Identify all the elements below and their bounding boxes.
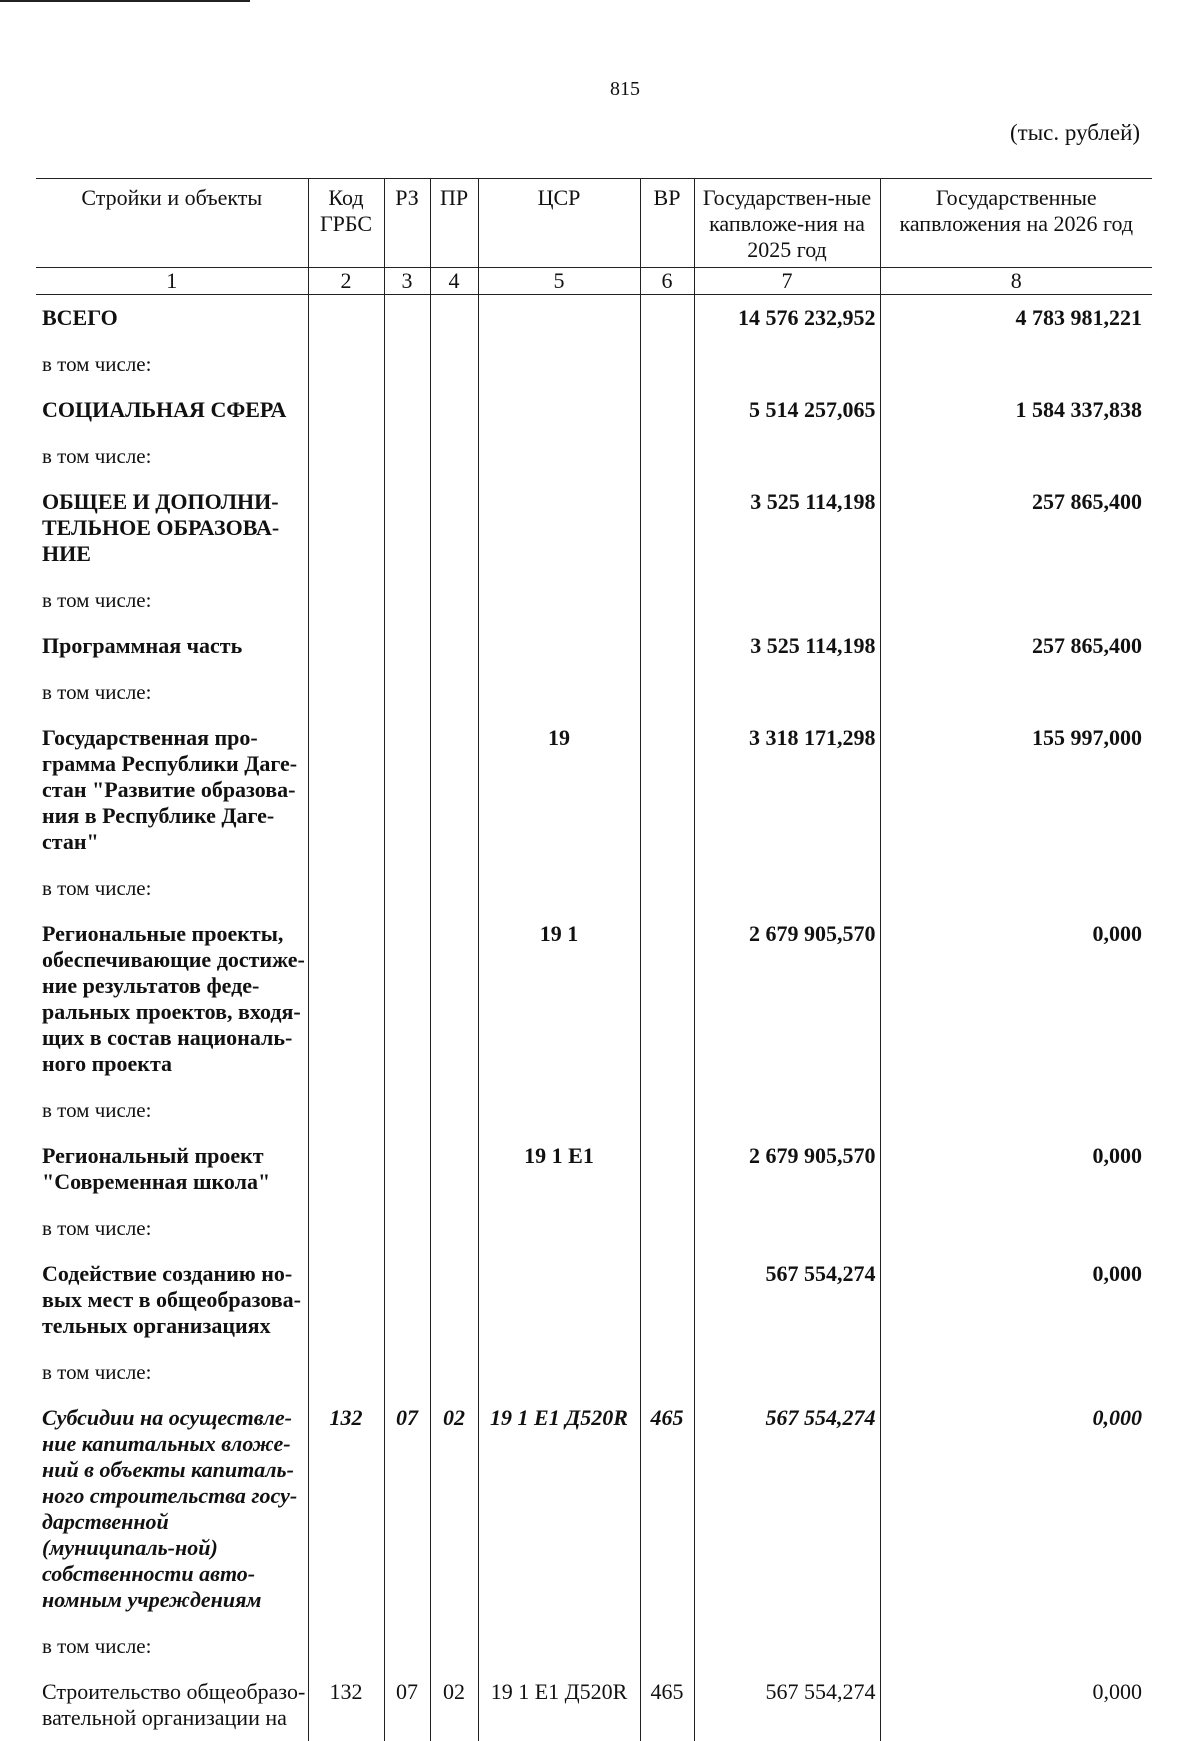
row-csr: 19 1 E1 <box>478 1133 640 1205</box>
row-amount-2025: 2 679 905,570 <box>694 911 880 1087</box>
row-label: в том числе: <box>36 577 308 623</box>
column-number-row <box>36 268 1152 295</box>
row-label: в том числе: <box>36 1087 308 1133</box>
budget-table <box>36 178 1152 1741</box>
row-name: Региональный проект "Современная школа" <box>36 1133 308 1205</box>
table-row <box>36 577 1152 623</box>
row-pr <box>430 387 478 433</box>
row-grbs <box>308 1251 384 1349</box>
row-amount-2025: 567 554,274 <box>694 1395 880 1623</box>
row-pr <box>430 1251 478 1349</box>
row-name: Субсидии на осуществле-ние капитальных вложе-ний в объекты капиталь-ного строительства госу-дарственной (муниципаль-ной) собственности авто-номным учреждениям <box>36 1395 308 1623</box>
row-vr: 465 <box>640 1395 694 1623</box>
row-pr: 02 <box>430 1669 478 1741</box>
row-amount-2026: 0,000 <box>880 1133 1152 1205</box>
row-grbs <box>308 295 384 342</box>
row-grbs <box>308 479 384 577</box>
row-name: Региональные проекты, обеспечивающие достиже-ние результатов феде-ральных проектов, входя-щих в состав националь-ного проекта <box>36 911 308 1087</box>
table-row <box>36 911 1152 1087</box>
row-rz <box>384 1133 430 1205</box>
row-vr <box>640 479 694 577</box>
top-rule <box>0 0 250 2</box>
row-pr: 02 <box>430 1395 478 1623</box>
table-row <box>36 623 1152 669</box>
column-number: 4 <box>430 268 478 295</box>
row-amount-2026: 0,000 <box>880 1395 1152 1623</box>
row-csr <box>478 295 640 342</box>
row-vr <box>640 295 694 342</box>
table-row <box>36 669 1152 715</box>
row-csr: 19 <box>478 715 640 865</box>
column-number: 5 <box>478 268 640 295</box>
row-pr <box>430 295 478 342</box>
table-row <box>36 433 1152 479</box>
row-label: в том числе: <box>36 1623 308 1669</box>
row-amount-2026: 155 997,000 <box>880 715 1152 865</box>
row-name: Содействие созданию но-вых мест в общеобразова-тельных организациях <box>36 1251 308 1349</box>
row-amount-2025: 5 514 257,065 <box>694 387 880 433</box>
row-amount-2025: 3 525 114,198 <box>694 623 880 669</box>
table-row <box>36 865 1152 911</box>
row-vr <box>640 911 694 1087</box>
header-2026: Государственные капвложения на 2026 год <box>880 179 1152 268</box>
column-number: 6 <box>640 268 694 295</box>
row-amount-2025: 3 318 171,298 <box>694 715 880 865</box>
row-amount-2026: 0,000 <box>880 1251 1152 1349</box>
row-vr <box>640 623 694 669</box>
row-label: в том числе: <box>36 865 308 911</box>
table-row <box>36 295 1152 342</box>
row-label: в том числе: <box>36 433 308 479</box>
table-row <box>36 1669 1152 1741</box>
row-label: в том числе: <box>36 1205 308 1251</box>
row-vr <box>640 1251 694 1349</box>
row-csr <box>478 479 640 577</box>
row-csr: 19 1 E1 Д520R <box>478 1669 640 1741</box>
column-number: 8 <box>880 268 1152 295</box>
row-amount-2026: 0,000 <box>880 1669 1152 1741</box>
header-rz: РЗ <box>384 179 430 268</box>
table-row <box>36 387 1152 433</box>
header-objects: Стройки и объекты <box>36 179 308 268</box>
row-pr <box>430 623 478 669</box>
row-grbs: 132 <box>308 1395 384 1623</box>
row-grbs <box>308 1133 384 1205</box>
header-2025: Государствен-ные капвложе-ния на 2025 год <box>694 179 880 268</box>
row-amount-2026: 1 584 337,838 <box>880 387 1152 433</box>
row-rz <box>384 623 430 669</box>
row-amount-2025: 14 576 232,952 <box>694 295 880 342</box>
row-pr <box>430 479 478 577</box>
row-rz: 07 <box>384 1669 430 1741</box>
table-row <box>36 1087 1152 1133</box>
row-pr <box>430 911 478 1087</box>
header-pr: ПР <box>430 179 478 268</box>
column-number: 7 <box>694 268 880 295</box>
row-grbs <box>308 623 384 669</box>
header-grbs: Код ГРБС <box>308 179 384 268</box>
row-csr <box>478 1251 640 1349</box>
column-number: 1 <box>36 268 308 295</box>
row-csr: 19 1 E1 Д520R <box>478 1395 640 1623</box>
table-row <box>36 479 1152 577</box>
row-name: Государственная про-грамма Республики Даге-стан "Развитие образова-ния в Республике Даге-стан" <box>36 715 308 865</box>
row-pr <box>430 1133 478 1205</box>
row-rz <box>384 1251 430 1349</box>
row-rz <box>384 295 430 342</box>
row-amount-2025: 567 554,274 <box>694 1251 880 1349</box>
units-label: (тыс. рублей) <box>1010 120 1141 145</box>
header-vr: ВР <box>640 179 694 268</box>
row-grbs <box>308 387 384 433</box>
row-vr <box>640 1133 694 1205</box>
row-amount-2025: 567 554,274 <box>694 1669 880 1741</box>
row-amount-2026: 4 783 981,221 <box>880 295 1152 342</box>
table-row <box>36 1395 1152 1623</box>
row-label: в том числе: <box>36 669 308 715</box>
row-amount-2025: 2 679 905,570 <box>694 1133 880 1205</box>
row-name: ВСЕГО <box>36 295 308 342</box>
row-vr <box>640 715 694 865</box>
table-row <box>36 1205 1152 1251</box>
row-amount-2026: 0,000 <box>880 911 1152 1087</box>
page-number: 815 <box>610 78 640 100</box>
table-row <box>36 1349 1152 1395</box>
row-name: Программная часть <box>36 623 308 669</box>
row-rz <box>384 387 430 433</box>
row-rz <box>384 479 430 577</box>
row-name: ОБЩЕЕ И ДОПОЛНИ-ТЕЛЬНОЕ ОБРАЗОВА-НИЕ <box>36 479 308 577</box>
row-amount-2026: 257 865,400 <box>880 623 1152 669</box>
row-vr: 465 <box>640 1669 694 1741</box>
row-label: в том числе: <box>36 1349 308 1395</box>
column-number: 2 <box>308 268 384 295</box>
row-grbs <box>308 715 384 865</box>
table-row <box>36 1623 1152 1669</box>
row-label: в том числе: <box>36 341 308 387</box>
row-amount-2025: 3 525 114,198 <box>694 479 880 577</box>
table-row <box>36 1251 1152 1349</box>
row-csr <box>478 387 640 433</box>
table-row <box>36 715 1152 865</box>
row-grbs <box>308 911 384 1087</box>
table-row <box>36 1133 1152 1205</box>
row-csr: 19 1 <box>478 911 640 1087</box>
row-rz <box>384 715 430 865</box>
row-grbs: 132 <box>308 1669 384 1741</box>
table-row <box>36 341 1152 387</box>
row-rz <box>384 911 430 1087</box>
row-rz: 07 <box>384 1395 430 1623</box>
row-amount-2026: 257 865,400 <box>880 479 1152 577</box>
row-pr <box>430 715 478 865</box>
column-number: 3 <box>384 268 430 295</box>
header-csr: ЦСР <box>478 179 640 268</box>
table-header-row <box>36 179 1152 268</box>
row-name: Строительство общеобразо-вательной организации на <box>36 1669 308 1741</box>
row-csr <box>478 623 640 669</box>
row-vr <box>640 387 694 433</box>
row-name: СОЦИАЛЬНАЯ СФЕРА <box>36 387 308 433</box>
